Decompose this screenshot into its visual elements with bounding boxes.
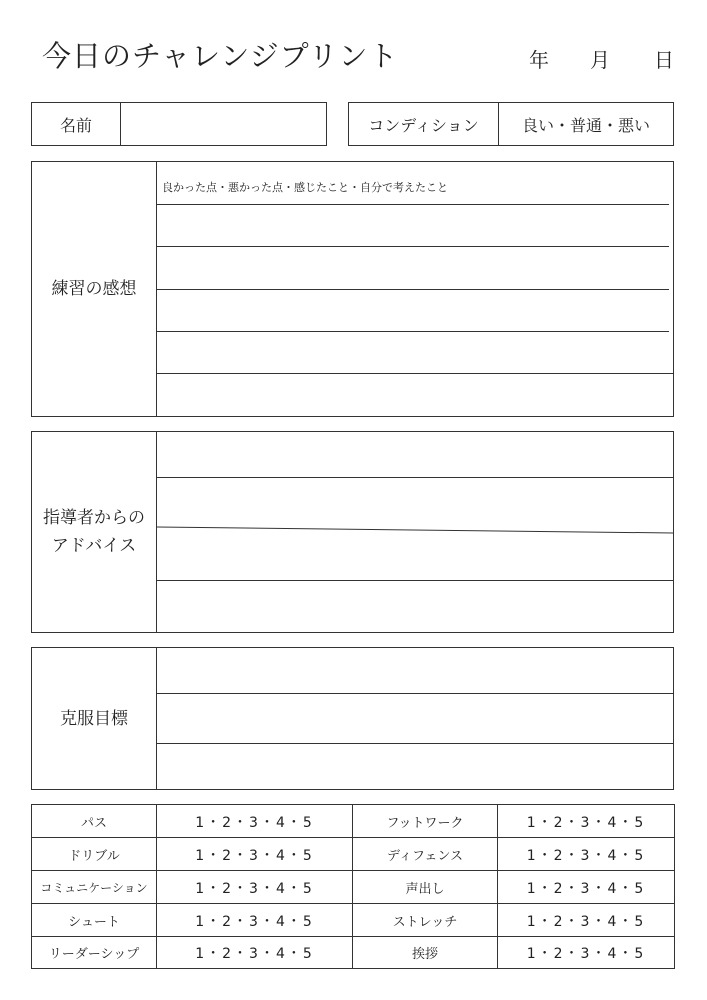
rating-scale-stretch[interactable]: 1・2・3・4・5 xyxy=(526,913,646,930)
reflection-line-1[interactable] xyxy=(157,205,669,246)
rating-label-stretch: ストレッチ xyxy=(392,915,458,930)
year-label: 年 xyxy=(529,48,549,72)
reflection-line-2[interactable] xyxy=(157,247,669,288)
advice-line-4[interactable] xyxy=(157,581,673,632)
advice-line-3[interactable] xyxy=(157,534,673,579)
rating-label-communication: コミュニケーション xyxy=(40,881,148,895)
month-label: 月 xyxy=(590,48,610,72)
condition-box xyxy=(348,102,674,146)
reflection-label: 練習の感想 xyxy=(51,279,137,299)
reflection-line-4[interactable] xyxy=(157,332,669,373)
advice-label xyxy=(32,432,156,632)
condition-label: コンディション xyxy=(368,115,479,135)
rating-label-defense: ディフェンス xyxy=(387,849,463,864)
reflection-hint: 良かった点・悪かった点・感じたこと・自分で考えたこと xyxy=(162,181,448,194)
rating-label-footwork: フットワーク xyxy=(386,816,464,831)
reflection-line-5[interactable] xyxy=(157,374,673,416)
name-field[interactable] xyxy=(121,103,326,145)
advice-line-1[interactable] xyxy=(157,432,673,476)
rating-label-shoot: シュート xyxy=(68,915,120,930)
goal-line-3[interactable] xyxy=(157,744,673,789)
rating-scale-greeting[interactable]: 1・2・3・4・5 xyxy=(526,945,646,962)
condition-options[interactable]: 良い・普通・悪い xyxy=(521,115,650,135)
rating-label-voice: 声出し xyxy=(405,882,445,897)
rating-label-dribble: ドリブル xyxy=(68,849,120,864)
advice-label-line-1: 指導者からの xyxy=(43,508,145,528)
goal-section xyxy=(31,647,674,790)
rating-label-greeting: 挨拶 xyxy=(411,947,438,962)
advice-line-2[interactable] xyxy=(157,478,673,528)
rating-scale-pass[interactable]: 1・2・3・4・5 xyxy=(195,814,314,831)
rating-scale-defense[interactable]: 1・2・3・4・5 xyxy=(526,847,646,864)
rating-scale-footwork[interactable]: 1・2・3・4・5 xyxy=(526,814,646,831)
page-title: 今日のチャレンジプリント xyxy=(42,39,399,73)
goal-label: 克服目標 xyxy=(60,708,128,729)
day-label: 日 xyxy=(654,48,674,72)
rating-label-pass: パス xyxy=(80,816,107,831)
rating-scale-communication[interactable]: 1・2・3・4・5 xyxy=(195,880,314,897)
goal-line-1[interactable] xyxy=(157,648,673,692)
rating-scale-voice[interactable]: 1・2・3・4・5 xyxy=(526,880,646,897)
reflection-line-3[interactable] xyxy=(157,290,669,331)
name-label: 名前 xyxy=(59,115,92,135)
name-box xyxy=(31,102,327,146)
ratings-table xyxy=(31,804,675,969)
advice-section xyxy=(31,431,674,633)
rating-scale-leadership[interactable]: 1・2・3・4・5 xyxy=(195,945,314,962)
reflection-section xyxy=(31,161,674,417)
advice-label-line-2: アドバイス xyxy=(51,536,137,556)
rating-scale-dribble[interactable]: 1・2・3・4・5 xyxy=(195,847,314,864)
rating-label-leadership: リーダーシップ xyxy=(48,947,140,962)
goal-line-2[interactable] xyxy=(157,694,673,742)
rating-scale-shoot[interactable]: 1・2・3・4・5 xyxy=(195,913,314,930)
